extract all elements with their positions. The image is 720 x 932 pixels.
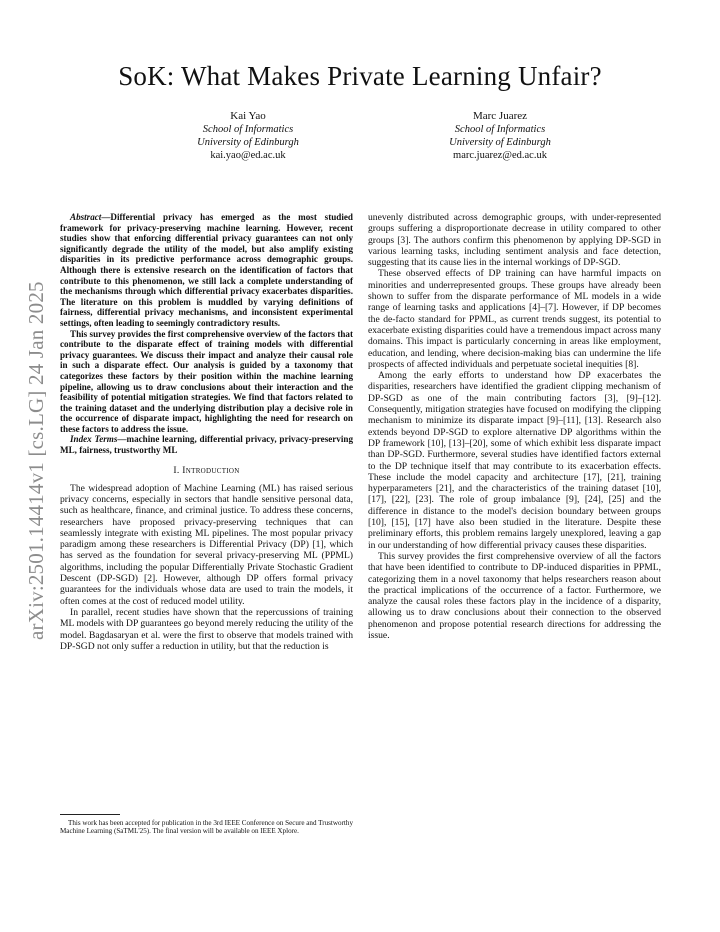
right-column [368,212,661,641]
author-school: School of Informatics [202,124,294,135]
left-column [60,212,353,652]
section-heading-introduction: I. Introduction [173,464,240,476]
arxiv-identifier-stamp: arXiv:2501.14414v1 [cs.LG] 24 Jan 2025 [24,281,48,640]
author-name: Kai Yao [230,110,266,122]
body-paragraph: unevenly distributed across demographic groups, with under-represented groups suffering a disproportionate decrease in utility compared to other groups [3]. The authors confirm this phenomenon by applying DP-SGD in various learning tasks, including sentiment analysis and face detection, suggesting that its cause lies in the internal workings of DP-SGD. [368,212,661,269]
body-paragraph: Among the early efforts to understand how DP exacerbates the disparities, researchers have identified the gradient clipping mechanism of DP-SGD as one of the main contributing factors [3], [9]–[12]. Consequently, mitigation strategies have focused on modifying the clipping mechanism to minimize its disparate impact [9]–[11], [13]. Research also extends beyond DP-SGD to explore alternative DP algorithms within the DP framework [10], [13]–[20], some of which exhibit less disparate impact than DP-SGD. Furthermore, several studies have identified factors external to the DP technique itself that may contribute to its exacerbation effects. These include the model capacity and architecture [17], [21], training hyperparameters [21], and the characteristics of the training dataset [10], [17], [22], [23]. The role of group imbalance [9], [24], [25] and the difference in distance to the model's decision boundary between groups [10], [15], [17] have also been studied in the literature. Despite these preliminary efforts, this problem remains largely unexplored, leaving a gap in our understanding of how differential privacy causes these disparities. [368,370,661,551]
paper-title: SoK: What Makes Private Learning Unfair? [118,61,602,91]
abstract [60,212,353,456]
footnote [60,814,353,836]
footnote-text: This work has been accepted for publication in the 3rd IEEE Conference on Secure and Trustworthy Machine Learning (SaTML'25). The final version will be available on IEEE Xplore. [60,819,353,836]
author-block-2 [390,110,610,162]
author-school: School of Informatics [454,124,546,135]
author-email: marc.juarez@ed.ac.uk [453,150,547,161]
body-paragraph: The widespread adoption of Machine Learning (ML) has raised serious privacy concerns, especially in sectors that handle sensitive personal data, such as healthcare, finance, and criminal justice. To address these concerns, researchers have proposed privacy-preserving techniques that can seamlessly integrate with existing ML pipelines. The most popular privacy paradigm among these researchers is Differential Privacy (DP) [1], which has served as the foundation for several privacy-preserving ML (PPML) algorithms, including the popular Differentially Private Stochastic Gradient Descent (DP-SGD) [2]. However, although DP offers formal privacy guarantees for the individuals whose data are used to train the models, it often comes at the cost of reduced model utility. [60,482,353,607]
index-terms-text: —machine learning, differential privacy, privacy-preserving ML, fairness, trustworthy ML [60,434,353,456]
abstract-label: Abstract [70,212,102,222]
body-paragraph: These observed effects of DP training can have harmful impacts on minorities and underrepresented groups. These groups have already been shown to suffer from the disparate performance of ML models in a wide range of learning tasks and applications [4]–[7]. However, if DP becomes the de-facto standard for PPML, as current trends suggest, its potential to exacerbate existing disparities could have a tremendous impact across many domains. This impact is particularly concerning in areas like employment, education, and lending, where decision-making bias can undermine the life prospects of affected individuals and perpetuate societal inequities [8]. [368,268,661,370]
author-university: University of Edinburgh [449,137,551,148]
body-paragraph: In parallel, recent studies have shown that the repercussions of training ML models with DP guarantees go beyond merely reducing the utility of the model. Bagdasaryan et al. were the first to observe that models trained with DP-SGD not only suffer a reduction in utility, but that the reduction is [60,606,353,652]
author-university: University of Edinburgh [197,137,299,148]
author-block-1 [138,110,358,162]
author-email: kai.yao@ed.ac.uk [210,150,286,161]
abstract-text: —Differential privacy has emerged as the most studied framework for privacy-preserving machine learning. However, recent studies show that enforcing differential privacy guarantees can not only significantly degrade the utility of the model, but also amplify existing disparities in its predictive performance across demographic groups. Although there is extensive research on the identification of factors that contribute to this phenomenon, we still lack a complete understanding of the mechanisms through which differential privacy exacerbates disparities. The literature on this problem is muddled by varying definitions of fairness, differential privacy mechanisms, and inconsistent experimental settings, often leading to seemingly contradictory results. [60,212,353,328]
abstract-text-2: This survey provides the first comprehensive overview of the factors that contribute to the disparate effect of training models with differential privacy guarantees. We discuss their impact and analyze their causal role in such a disparate effect. Our analysis is guided by a taxonomy that categorizes these factors by their position within the machine learning pipeline, allowing us to draw conclusions about their interaction and the feasibility of potential mitigation strategies. We find that factors related to the training dataset and the underlying distribution play a decisive role in the occurrence of disparate impact, highlighting the need for research on these factors to address the issue. [60,328,353,434]
footnote-rule [60,814,120,815]
author-name: Marc Juarez [472,110,528,122]
index-terms-label: Index Terms [70,434,118,445]
body-paragraph: This survey provides the first comprehensive overview of all the factors that have been identified to contribute to DP-induced disparities in PPML, categorizing them in a novel taxonomy that helps researchers reason about the practical implications of the occurrence of a factor. Furthermore, we analyze the causal roles these factors play in the incidence of a disparity, allowing us to draw conclusions about their connection to the observed phenomenon and propose potential research directions for addressing the issue. [368,550,661,641]
